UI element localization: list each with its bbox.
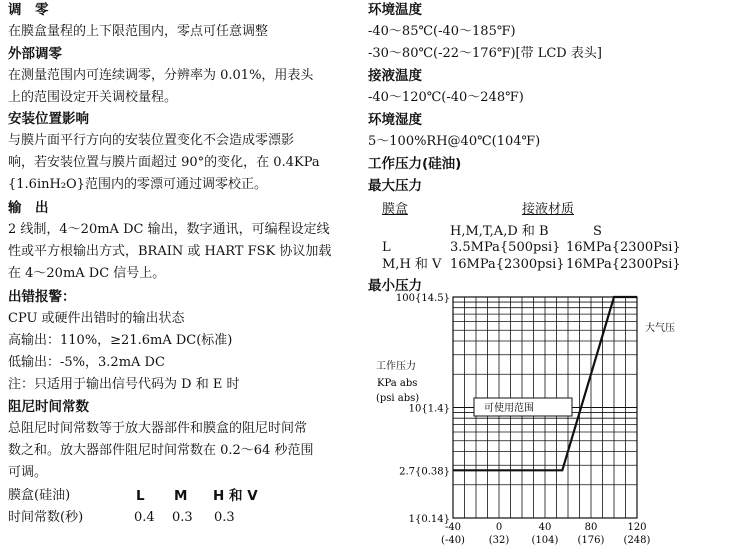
env-hum-text-1: 5～100%RH@40℃(104℉) bbox=[368, 134, 541, 149]
y-tick-label: 2.7{0.38} bbox=[399, 466, 450, 478]
damp-title: 阻尼时间常数 bbox=[8, 399, 89, 415]
damp-table-row-m: 0.3 bbox=[172, 510, 193, 525]
max-table-row2-v1: 16MPa{2300psi} bbox=[450, 257, 565, 272]
max-table-row2-v2: 16MPa{2300Psi} bbox=[566, 257, 681, 272]
damp-table-header-label: 膜盒(硅油) bbox=[8, 488, 71, 503]
x-tick-label: -40 bbox=[444, 522, 462, 533]
y-tick-label: 10{1.4} bbox=[408, 403, 450, 415]
damp-text-3: 可调。 bbox=[8, 465, 48, 480]
damp-table-header-m: M bbox=[174, 488, 188, 504]
damp-text-2: 数之和。放大器部件阻尼时间常数在 0.2～64 秒范围 bbox=[8, 443, 314, 458]
chart-ylabel-2: KPa abs bbox=[377, 378, 418, 389]
output-text-1: 2 线制，4～20mA DC 输出，数字通讯，可编程设定线 bbox=[8, 222, 330, 237]
output-title: 输 出 bbox=[8, 200, 49, 216]
zero-text: 在膜盒量程的上下限范围内，零点可任意调整 bbox=[8, 24, 269, 39]
ext-zero-title: 外部调零 bbox=[8, 46, 62, 62]
max-table-row1-v1: 3.5MPa{500psi} bbox=[450, 240, 561, 255]
max-table-col-capsule: 膜盒 bbox=[382, 202, 409, 217]
damp-table-header-hv: H 和 V bbox=[213, 488, 258, 504]
mount-text-1: 与膜片面平行方向的安装位置变化不会造成零漂影 bbox=[8, 133, 295, 148]
ext-zero-text-1: 在测量范围内可连续调零，分辨率为 0.01%，用表头 bbox=[8, 68, 314, 83]
env-temp-text-2: -30～80℃(-22～176℉)[带 LCD 表头] bbox=[368, 46, 602, 61]
wet-temp-text-1: -40～120℃(-40～248℉) bbox=[368, 90, 524, 105]
damp-text-1: 总阻尼时间常数等于放大器部件和膜盒的阻尼时间常 bbox=[8, 421, 308, 436]
usable-range-label: 可使用范围 bbox=[484, 403, 534, 414]
ext-zero-text-2: 上的范围设定开关调校量程。 bbox=[8, 90, 178, 105]
mount-title: 安装位置影响 bbox=[8, 111, 89, 127]
y-tick-label: 1{0.14} bbox=[408, 514, 450, 525]
x-tick-sublabel: (32) bbox=[488, 535, 510, 546]
work-pressure-title: 工作压力(硅油) bbox=[368, 156, 462, 172]
mount-text-2: 响，若安装位置与膜片面超过 90°的变化，在 0.4KPa bbox=[8, 155, 320, 170]
max-table-row1-v2: 16MPa{2300Psi} bbox=[566, 240, 681, 255]
output-text-2: 性或平方根输出方式，BRAIN 或 HART FSK 协议加载 bbox=[8, 244, 332, 259]
chart-ticks bbox=[396, 293, 651, 546]
min-pressure-title: 最小压力 bbox=[368, 278, 422, 294]
max-table-col-material: 接液材质 bbox=[522, 202, 575, 217]
x-tick-label: 80 bbox=[584, 522, 598, 533]
damp-table-header-l: L bbox=[136, 488, 145, 504]
max-table-sub-s: S bbox=[593, 224, 602, 239]
max-pressure-title: 最大压力 bbox=[368, 178, 422, 194]
alarm-text-4: 注：只适用于输出信号代码为 D 和 E 时 bbox=[8, 377, 240, 392]
max-table-row1-label: L bbox=[382, 240, 391, 255]
atmosphere-label: 大气压 bbox=[645, 323, 675, 334]
chart-ylabel-1: 工作压力 bbox=[376, 361, 416, 372]
chart-ylabel-3: (psi abs) bbox=[376, 393, 420, 404]
x-tick-sublabel: (104) bbox=[531, 535, 559, 546]
alarm-text-1: CPU 或硬件出错时的输出状态 bbox=[8, 311, 185, 326]
x-tick-sublabel: (176) bbox=[577, 535, 605, 546]
x-tick-sublabel: (-40) bbox=[441, 535, 465, 546]
wet-temp-title: 接液温度 bbox=[368, 68, 422, 84]
damp-table-row-l: 0.4 bbox=[134, 510, 155, 525]
damp-table-row-hv: 0.3 bbox=[214, 510, 235, 525]
damp-table-row-label: 时间常数(秒) bbox=[8, 510, 84, 525]
alarm-text-3: 低输出：-5%，3.2mA DC bbox=[8, 355, 165, 370]
alarm-text-2: 高输出：110%，≥21.6mA DC(标准) bbox=[8, 333, 233, 348]
env-temp-text-1: -40～85℃(-40～185℉) bbox=[368, 24, 516, 39]
output-text-3: 在 4～20mA DC 信号上。 bbox=[8, 266, 166, 281]
y-tick-label: 100{14.5} bbox=[395, 293, 450, 304]
env-temp-title: 环境温度 bbox=[368, 2, 422, 18]
max-table-sub-hmtadb: H,M,T,A,D 和 B bbox=[450, 224, 549, 239]
x-tick-label: 120 bbox=[627, 522, 647, 533]
alarm-title: 出错报警： bbox=[8, 289, 76, 305]
env-hum-title: 环境湿度 bbox=[368, 112, 422, 128]
x-tick-sublabel: (248) bbox=[623, 535, 651, 546]
max-table-row2-label: M,H 和 V bbox=[382, 257, 442, 272]
x-tick-label: 40 bbox=[538, 522, 552, 533]
x-tick-label: 0 bbox=[495, 522, 503, 533]
mount-text-3: {1.6inH₂O}范围内的零漂可通过调零校正。 bbox=[8, 177, 267, 192]
zero-title: 调 零 bbox=[8, 2, 49, 18]
